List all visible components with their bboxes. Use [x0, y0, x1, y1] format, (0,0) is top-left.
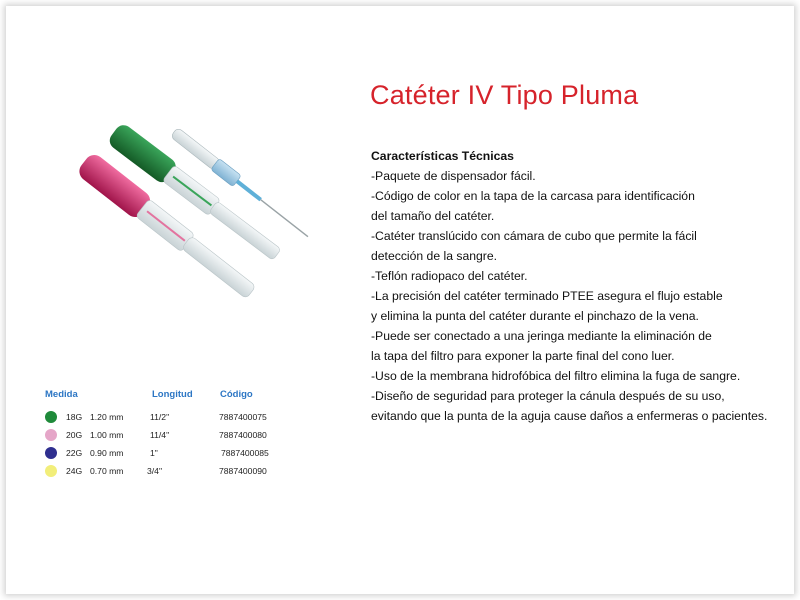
feature-line: -Paquete de dispensador fácil. — [371, 169, 536, 183]
feature-line: y elimina la punta del catéter durante el pinchazo de la vena. — [371, 309, 699, 323]
features-text — [371, 146, 791, 426]
feature-line: evitando que la punta de la aguja cause daños a enfermeras o pacientes. — [371, 409, 768, 423]
length-cell: 3/4" — [147, 466, 162, 476]
feature-line: -Uso de la membrana hidrofóbica del filtro elimina la fuga de sangre. — [371, 369, 741, 383]
table-row — [0, 446, 340, 464]
diameter-cell: 1.00 mm — [90, 430, 124, 440]
gauge-cell: 20G — [66, 430, 83, 440]
code-cell: 7887400090 — [219, 466, 267, 476]
feature-line: detección de la sangre. — [371, 249, 498, 263]
feature-line: -Código de color en la tapa de la carcasa para identificación — [371, 189, 695, 203]
feature-line: del tamaño del catéter. — [371, 209, 495, 223]
color-dot-icon — [45, 429, 57, 441]
length-cell: 11/2" — [150, 412, 170, 422]
product-title: Catéter IV Tipo Pluma — [370, 80, 639, 110]
gauge-cell: 22G — [66, 448, 83, 458]
length-cell: 1" — [150, 448, 158, 458]
col-header-longitud: Longitud — [152, 389, 193, 400]
feature-line: -Catéter translúcido con cámara de cubo que permite la fácil — [371, 229, 697, 243]
length-cell: 11/4" — [150, 430, 170, 440]
diameter-cell: 0.90 mm — [90, 448, 124, 458]
catheter-product-image — [52, 110, 342, 340]
color-dot-icon — [45, 465, 57, 477]
gauge-cell: 18G — [66, 412, 83, 422]
table-row — [0, 410, 340, 428]
feature-line: -Puede ser conectado a una jeringa mediante la eliminación de — [371, 329, 712, 343]
feature-line: la tapa del filtro para exponer la parte final del cono luer. — [371, 349, 675, 363]
table-row — [0, 428, 340, 446]
gauge-cell: 24G — [66, 466, 83, 476]
col-header-codigo: Código — [220, 389, 253, 400]
code-cell: 7887400075 — [219, 412, 267, 422]
color-dot-icon — [45, 411, 57, 423]
features-heading: Características Técnicas — [371, 149, 514, 163]
col-header-medida: Medida — [45, 389, 78, 400]
feature-line: -Teflón radiopaco del catéter. — [371, 269, 528, 283]
code-cell: 7887400080 — [219, 430, 267, 440]
diameter-cell: 1.20 mm — [90, 412, 124, 422]
feature-line: -Diseño de seguridad para proteger la cánula después de su uso, — [371, 389, 725, 403]
color-dot-icon — [45, 447, 57, 459]
code-cell: 7887400085 — [221, 448, 269, 458]
feature-line: -La precisión del catéter terminado PTEE asegura el flujo estable — [371, 289, 723, 303]
table-row — [0, 464, 340, 482]
diameter-cell: 0.70 mm — [90, 466, 124, 476]
